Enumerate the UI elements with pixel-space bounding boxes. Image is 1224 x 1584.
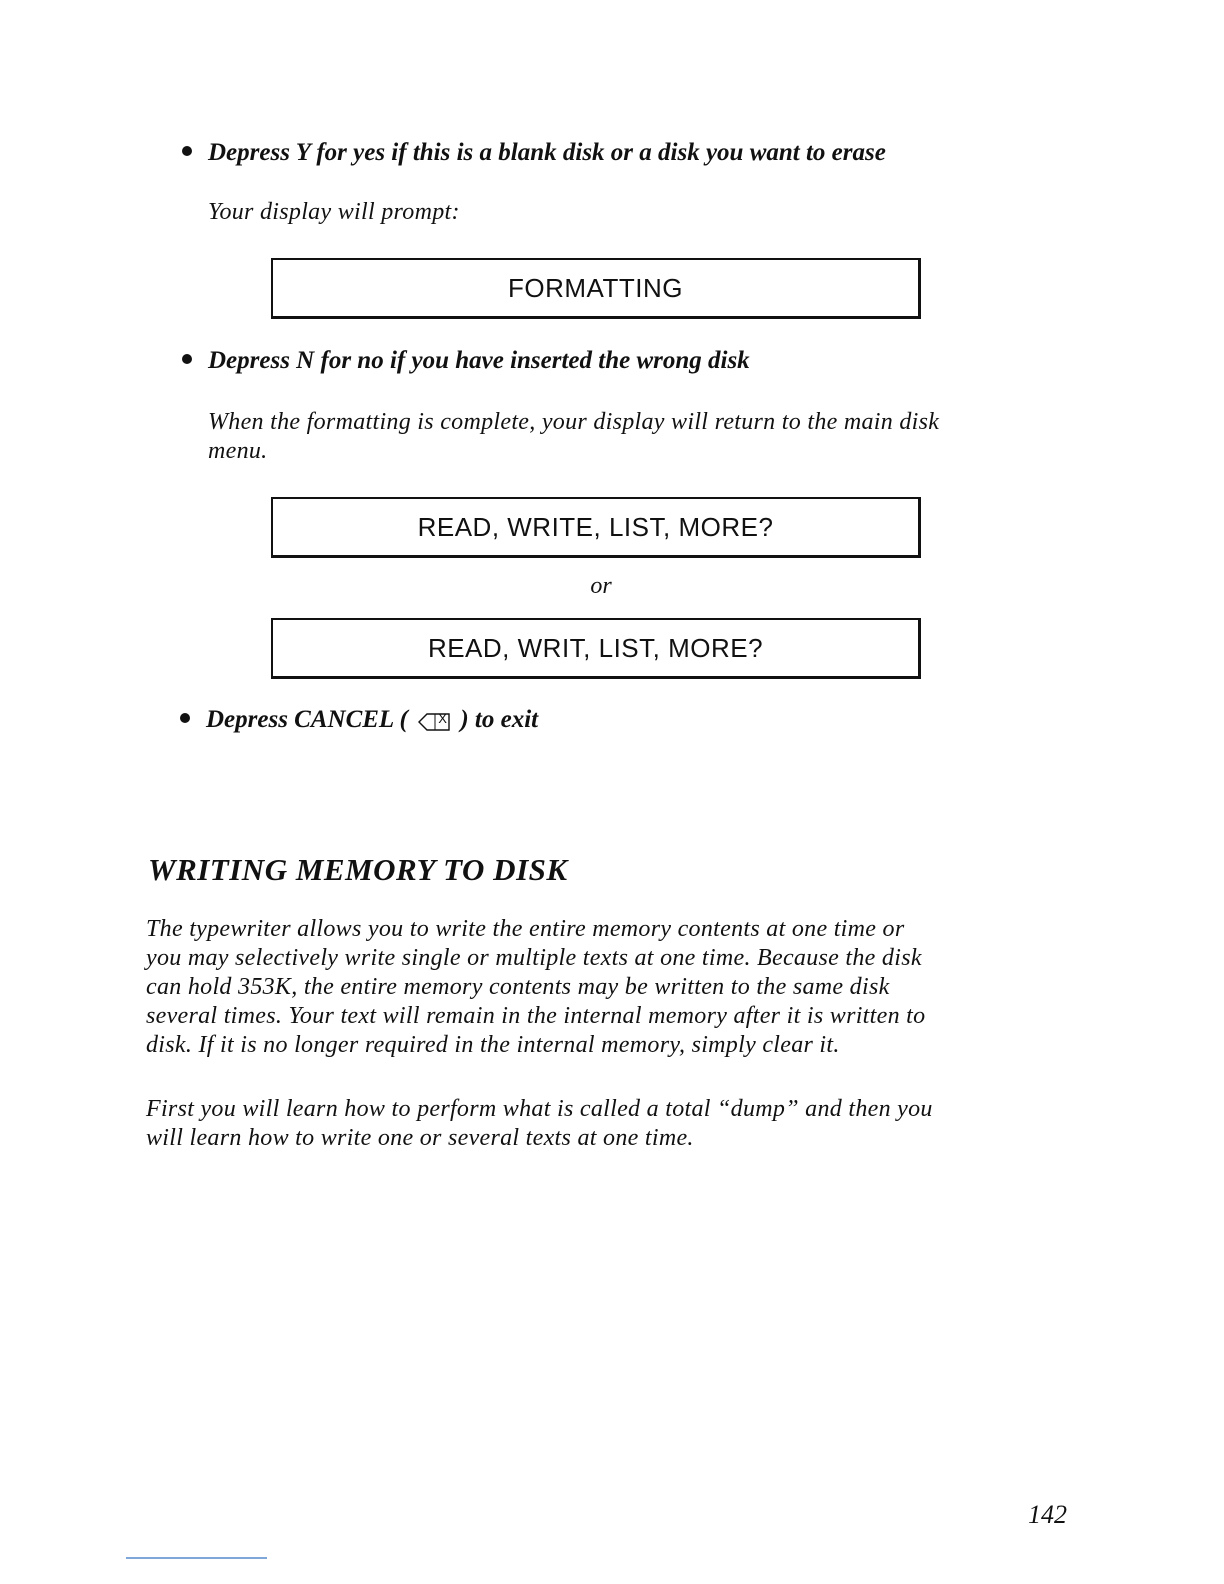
display-menu-b — [271, 618, 921, 679]
bullet-cancel-before: Depress CANCEL ( — [206, 706, 408, 733]
bullet-depress-y — [182, 139, 886, 167]
prompt-intro: Your display will prompt: — [208, 199, 460, 225]
bullet-no-text: Depress N for no if you have inserted the wrong disk — [208, 347, 750, 374]
section-paragraph-1-line: The typewriter allows you to write the entire memory contents at one time or — [146, 916, 905, 942]
page-number: 142 — [1028, 1500, 1067, 1529]
display-menu-a-text: READ, WRITE, LIST, MORE? — [417, 511, 774, 542]
formatting-complete-paragraph — [208, 408, 1048, 466]
display-formatting-text: FORMATTING — [508, 272, 683, 303]
display-menu-a — [271, 497, 921, 558]
bullet-dot — [182, 146, 192, 156]
section-paragraph-2-line: will learn how to write one or several texts at one time. — [146, 1125, 694, 1151]
bullet-depress-n — [182, 347, 750, 375]
bullet-yes-text: Depress Y for yes if this is a blank disk or a disk you want to erase — [208, 139, 886, 166]
formatting-complete-line-1: When the formatting is complete, your display will return to the main disk — [208, 409, 940, 435]
bullet-cancel-after: ) to exit — [460, 706, 539, 733]
cancel-key-glyph: X — [438, 711, 447, 727]
formatting-complete-line-2: menu. — [208, 438, 268, 464]
or-separator: or — [590, 573, 612, 599]
bullet-depress-cancel — [180, 706, 538, 734]
section-paragraph-1 — [146, 915, 1046, 1060]
bullet-dot — [180, 713, 190, 723]
section-paragraph-1-line: you may selectively write single or multiple texts at one time. Because the disk — [146, 945, 922, 971]
section-paragraph-1-line: several times. Your text will remain in the internal memory after it is written to — [146, 1003, 926, 1029]
section-paragraph-1-line: disk. If it is no longer required in the internal memory, simply clear it. — [146, 1032, 840, 1058]
section-paragraph-2-line: First you will learn how to perform what is called a total “dump” and then you — [146, 1096, 933, 1122]
footer-rule — [126, 1557, 267, 1559]
section-title: WRITING MEMORY TO DISK — [148, 852, 568, 887]
section-paragraph-1-line: can hold 353K, the entire memory contents may be written to the same disk — [146, 974, 890, 1000]
display-formatting — [271, 258, 921, 319]
cancel-key-icon — [418, 710, 450, 728]
display-menu-b-text: READ, WRIT, LIST, MORE? — [427, 632, 764, 663]
section-paragraph-2 — [146, 1095, 1046, 1153]
bullet-dot — [182, 354, 192, 364]
